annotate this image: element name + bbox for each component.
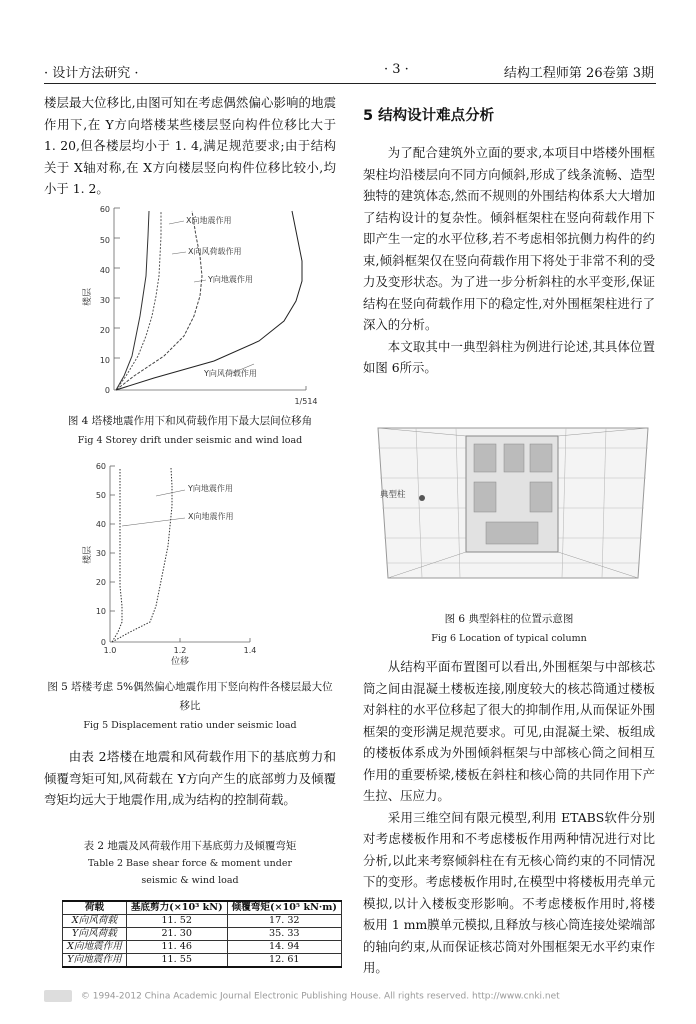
- fig4-legend: Y向地震作用: [208, 275, 253, 284]
- fig5-ytick: 60: [95, 462, 106, 471]
- fig4-ytick: 30: [99, 296, 110, 305]
- table-row: [63, 954, 342, 968]
- figure-5: [60, 456, 320, 676]
- table-header-cell: 倾覆弯矩(×10⁵ kN·m): [227, 901, 341, 915]
- table-title-en: seismic & wind load: [141, 875, 239, 886]
- table-header-cell: 荷载: [63, 901, 127, 915]
- caption-zh: 图 4 塔楼地震作用下和风荷载作用下最大层间位移角: [67, 415, 313, 427]
- table-row: [63, 941, 342, 954]
- paragraph-text: 由表 2塔楼在地震和风荷载作用下的基底剪力和倾覆弯矩可知,风荷载在 Y方向产生的底部剪力及倾覆弯矩均远大于地震作用,成为结构的控制荷载。: [44, 749, 336, 807]
- figure-6-caption: [363, 610, 655, 648]
- fig5-legend: X向地震作用: [188, 512, 234, 521]
- fig4-legend: Y向风荷载作用: [204, 369, 257, 378]
- fig5-xtick: 1.0: [103, 646, 117, 655]
- fig4-ytick: 0: [104, 386, 110, 395]
- paragraph-text: 从结构平面布置图可以看出,外围框架与中部核芯筒之间由混凝土楼板连接,刚度较大的核芯筒通过楼板对斜柱的水平位移起了很大的抑制作用,从而保证外围框架的变形满足规范要求。可见,由混凝土梁、板组成的楼板体系成为外围倾斜框架与中部核心筒之间相互作用的重要桥梁,楼板在斜柱和核心筒的共同作用下产生拉、压应力。: [363, 659, 655, 803]
- fig5-ytick: 30: [95, 549, 106, 558]
- fig4-ytick: 40: [99, 266, 110, 275]
- fig4-xtick: 1/514: [294, 397, 318, 406]
- table-row: [63, 928, 342, 941]
- table-cell: Y向地震作用: [63, 954, 127, 968]
- table-row: [63, 915, 342, 928]
- fig5-legend: Y向地震作用: [188, 484, 233, 493]
- caption-zh: 图 5 塔楼考虑 5%偶然偏心地震作用下竖向构件各楼层最大位移比: [47, 681, 333, 712]
- header-journal: 结构工程师第 26卷第 3期: [503, 66, 654, 81]
- fig4-ytick: 20: [99, 326, 110, 335]
- paragraph-text: 本文取其中一典型斜柱为例进行论述,其具体位置如图 6所示。: [363, 338, 655, 375]
- fig4-ytick: 10: [99, 356, 110, 365]
- section-heading: 5 结构设计难点分析: [363, 108, 495, 124]
- header-page-number: · 3 ·: [384, 62, 409, 77]
- right-paragraphs-top: [363, 142, 655, 379]
- table-cell: 11. 46: [126, 941, 227, 954]
- fig5-series-x-seismic: [112, 468, 122, 642]
- table-2-title: [44, 838, 336, 889]
- copyright-footer: [44, 990, 654, 1002]
- figure-4: [44, 196, 324, 412]
- fig4-ytick: 60: [99, 205, 110, 214]
- fig4-series-y-wind: [116, 211, 302, 390]
- fig4-series-x-seismic: [116, 211, 149, 390]
- paragraph-text: 楼层最大位移比,由图可知在考虑偶然偏心影响的地震作用下,在 Y方向塔楼某些楼层竖向构件位移比大于 1. 20,但各楼层均小于 1. 4,满足规范要求;由于结构关于 X轴对称,在 X方向楼层竖向构件位移比较小,均小于 1. 2。: [44, 95, 336, 196]
- right-paragraphs-bottom: [363, 656, 655, 979]
- fig5-xlabel: 位移: [170, 657, 190, 667]
- fig4-ytick: 50: [99, 236, 110, 245]
- table-header-cell: 基底剪力(×10³ kN): [126, 901, 227, 915]
- figure-4-caption: [44, 412, 336, 450]
- table-cell: 12. 61: [227, 954, 341, 968]
- caption-zh: 图 6 典型斜柱的位置示意图: [444, 613, 574, 625]
- header-rule: [44, 83, 656, 84]
- table-cell: X向地震作用: [63, 941, 127, 954]
- fig5-ytick: 50: [95, 491, 106, 500]
- paragraph-text: 采用三维空间有限元模型,利用 ETABS软件分别对考虑楼板作用和不考虑楼板作用两种情况进行对比分析,以此来考察倾斜柱在有无核心筒约束的不同情况下的变形。考虑楼板作用时,在模型中将楼板用壳单元模拟,以计入楼板变形影响。不考虑楼板作用时,将楼板用 1 mm膜单元模拟,且释放与核心筒连接处梁端部的轴向约束,从而保证核芯筒对外围框架无水平约束作用。: [363, 809, 655, 975]
- fig5-ytick: 20: [95, 578, 106, 587]
- figure-6: [366, 418, 656, 598]
- fig5-ylabel: 楼层: [83, 545, 93, 564]
- table-cell: 11. 52: [126, 915, 227, 928]
- fig5-xtick: 1.4: [243, 646, 257, 655]
- table-title-en: Table 2 Base shear force & moment under: [87, 858, 293, 869]
- fig5-ytick: 10: [95, 607, 106, 616]
- fig5-series-y-seismic: [112, 468, 172, 642]
- fig5-xtick: 1.2: [173, 646, 187, 655]
- caption-en: Fig 6 Location of typical column: [431, 633, 587, 644]
- table-cell: 11. 55: [126, 954, 227, 968]
- table-header-row: [63, 901, 342, 915]
- caption-en: Fig 4 Storey drift under seismic and wind load: [77, 435, 303, 446]
- fig5-ytick: 40: [95, 520, 106, 529]
- publisher-logo-icon: [44, 990, 72, 1002]
- fig4-ylabel: 楼层: [83, 287, 93, 306]
- table-2: [62, 900, 342, 968]
- fig4-series-x-wind: [116, 211, 161, 390]
- fig4-legend: X向风荷载作用: [188, 247, 242, 256]
- table-title-zh: 表 2 地震及风荷载作用下基底剪力及倾覆弯矩: [83, 840, 297, 852]
- table-cell: 14. 94: [227, 941, 341, 954]
- table-cell: 17. 32: [227, 915, 341, 928]
- figure-5-caption: [44, 678, 336, 735]
- left-paragraph-2: [44, 746, 336, 811]
- table-cell: 21. 30: [126, 928, 227, 941]
- table-cell: X向风荷载: [63, 915, 127, 928]
- fig6-column-label: 典型柱: [380, 490, 406, 500]
- footer-text: © 1994-2012 China Academic Journal Electronic Publishing House. All rights reserved. http://www.cnki.net: [80, 991, 560, 1002]
- left-paragraph-1: [44, 92, 336, 200]
- caption-en: Fig 5 Displacement ratio under seismic load: [83, 720, 297, 731]
- fig4-legend: X向地震作用: [186, 216, 232, 225]
- table-cell: Y向风荷载: [63, 928, 127, 941]
- header-section: · 设计方法研究 ·: [44, 66, 139, 81]
- fig5-ytick: 0: [100, 638, 106, 647]
- running-header: [44, 60, 654, 82]
- paragraph-text: 为了配合建筑外立面的要求,本项目中塔楼外围框架柱均沿楼层向不同方向倾斜,形成了线条流畅、造型独特的建筑体态,然而不规则的外围结构体系大大增加了结构设计的复杂性。倾斜框架柱在竖向荷载作用下即产生一定的水平位移,若不考虑相邻抗侧力构件的约束,倾斜框架仅在竖向荷载作用下将处于非常不利的受力及变形状态。为了进一步分析斜柱的水平变形,保证结构在竖向荷载作用下的稳定性,对外围框架柱进行了深入的分析。: [363, 145, 655, 332]
- table-cell: 35. 33: [227, 928, 341, 941]
